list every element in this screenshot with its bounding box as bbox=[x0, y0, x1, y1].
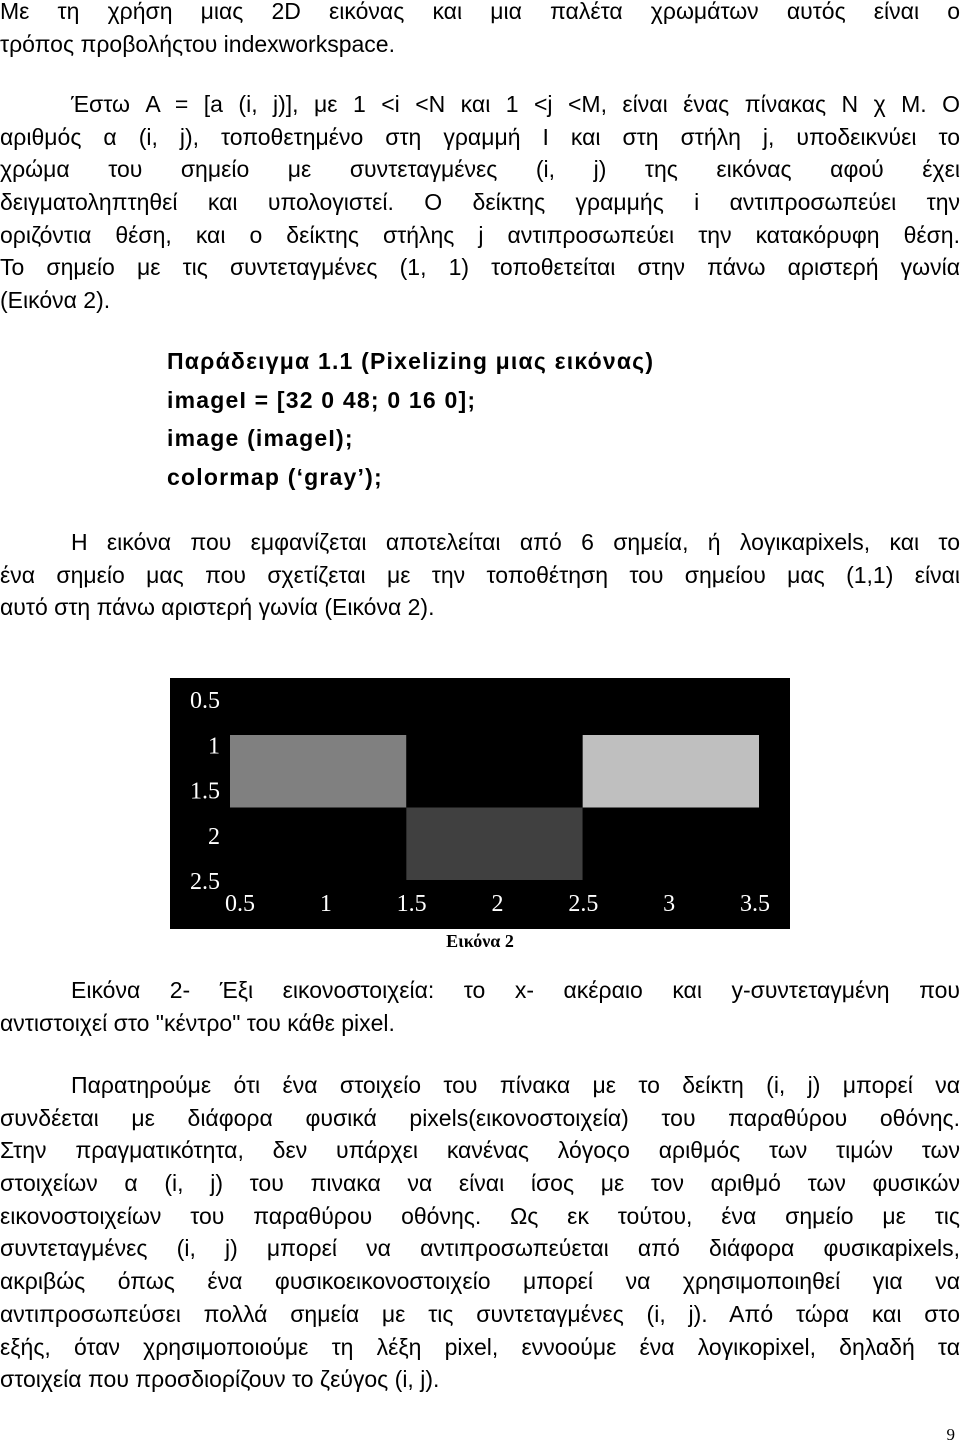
matrix-paragraph bbox=[0, 88, 960, 317]
final-line: Παρατηρούμε ότι ένα στοιχείο του πίνακα με το δείκτη (i, j) μπορεί να bbox=[71, 1072, 960, 1098]
final-line: συνδέεται με διάφορα φυσικά pixels(εικονοστοιχεία) του παραθύρου οθόνης. bbox=[0, 1104, 960, 1131]
caption-line: Εικόνα 2- Έξι εικονοστοιχεία: το x- ακέραιο και y-συντεταγμένη που bbox=[71, 977, 960, 1003]
example-title: Παράδειγμα 1.1 (Pixelizing μιας εικόνας) bbox=[167, 348, 655, 374]
x-tick-label: 2 bbox=[491, 891, 504, 917]
intro-line: Με τη χρήση μιας 2D εικόνας και μια παλέτα χρωμάτων αυτός είναι ο bbox=[0, 0, 960, 24]
final-paragraph bbox=[0, 1069, 960, 1396]
pixel-cell bbox=[230, 808, 406, 881]
pixel-cell bbox=[406, 735, 582, 808]
final-line: εξής, όταν χρησιμοποιούμε τη λέξη pixel, εννοούμε ένα λογικοpixel, δηλαδή τα bbox=[0, 1333, 960, 1360]
pixel-cell bbox=[583, 808, 759, 881]
final-line: αντιπροσωπεύσει πολλά σημεία με τις συντεταγμένες (i, j). Από τώρα και στο bbox=[0, 1300, 960, 1327]
y-tick-label: 0.5 bbox=[190, 688, 220, 714]
final-line: στοιχείων α (i, j) του πινακα να είναι ίσος με τον αριθμό των φυσικών bbox=[0, 1170, 960, 1197]
final-line: συντεταγμένες (i, j) μπορεί να αντιπροσωπεύεται από διάφορα φυσικαpixels, bbox=[0, 1235, 960, 1262]
figure-label: Εικόνα 2 bbox=[446, 931, 514, 951]
final-line: Στην πραγματικότητα, δεν υπάρχει κανένας λόγοςο αριθμός των τιμών των bbox=[0, 1137, 960, 1164]
pixel-cell bbox=[406, 808, 582, 881]
code-line: imageI = [32 0 48; 0 16 0]; bbox=[167, 386, 477, 413]
pixel-image-figure bbox=[170, 678, 790, 929]
pixel-cell bbox=[230, 735, 406, 808]
example-block bbox=[167, 342, 867, 496]
result-line: αυτό στη πάνω αριστερή γωνία (Εικόνα 2). bbox=[0, 594, 435, 621]
y-tick-label: 1.5 bbox=[190, 778, 220, 805]
result-paragraph bbox=[0, 526, 960, 624]
matrix-line: δειγματοληπτηθεί και υπολογιστεί. Ο δείκτης γραμμής i αντιπροσωπεύει την bbox=[0, 189, 960, 216]
figure-caption bbox=[0, 974, 960, 1039]
result-line: ένα σημείο μας που σχετίζεται με την τοποθέτηση του σημείου μας (1,1) είναι bbox=[0, 561, 960, 588]
code-line: image (imageI); bbox=[167, 425, 354, 451]
matrix-line: αριθμός α (i, j), τοποθετημένο στη γραμμή I και στη στήλη j, υποδεικνύει το bbox=[0, 123, 960, 150]
matrix-line: Έστω A = [a (i, j)], με 1 <i <N και 1 <j <M, είναι ένας πίνακας N χ M. Ο bbox=[71, 91, 960, 117]
final-line: ακριβώς όπως ένα φυσικοεικονοστοιχείο μπορεί να χρησιμοποιηθεί για να bbox=[0, 1268, 960, 1295]
y-tick-label: 2.5 bbox=[190, 869, 220, 895]
x-tick-label: 2.5 bbox=[568, 891, 599, 917]
pixel-cell bbox=[583, 735, 759, 808]
matrix-line: οριζόντια θέση, και ο δείκτης στήλης j αντιπροσωπεύει την κατακόρυφη θέση. bbox=[0, 221, 960, 248]
code-line: colormap (‘gray’); bbox=[167, 463, 383, 490]
x-tick-label: 1.5 bbox=[396, 891, 427, 917]
x-tick-label: 3.5 bbox=[740, 891, 770, 917]
y-tick-label: 1 bbox=[208, 733, 220, 760]
intro-line: τρόπος προβολήςτου indexworkspace. bbox=[0, 30, 395, 57]
matrix-line: χρώμα του σημείο με συντεταγμένες (i, j) της εικόνας αφού έχει bbox=[0, 156, 960, 183]
result-line: Η εικόνα που εμφανίζεται αποτελείται από 6 σημεία, ή λογικαpixels, και το bbox=[71, 529, 960, 555]
y-tick-label: 2 bbox=[208, 823, 220, 850]
x-tick-label: 1 bbox=[319, 891, 332, 917]
intro-paragraph bbox=[0, 0, 960, 60]
final-line: στοιχεία που προσδιορίζουν το ζεύγος (i, j). bbox=[0, 1366, 440, 1393]
x-tick-label: 0.5 bbox=[225, 891, 255, 917]
matrix-line: (Εικόνα 2). bbox=[0, 287, 111, 314]
page-number: 9 bbox=[946, 1425, 955, 1444]
matrix-line: Το σημείο με τις συντεταγμένες (1, 1) τοποθετείται στην πάνω αριστερή γωνία bbox=[0, 254, 960, 281]
pixel-image-plot bbox=[170, 678, 790, 929]
x-tick-label: 3 bbox=[663, 891, 676, 917]
caption-line: αντιστοιχεί στο "κέντρο" του κάθε pixel. bbox=[0, 1009, 395, 1036]
final-line: εικονοστοιχείων του παραθύρου οθόνης. Ως εκ τούτου, ένα σημείο με τις bbox=[0, 1202, 960, 1229]
